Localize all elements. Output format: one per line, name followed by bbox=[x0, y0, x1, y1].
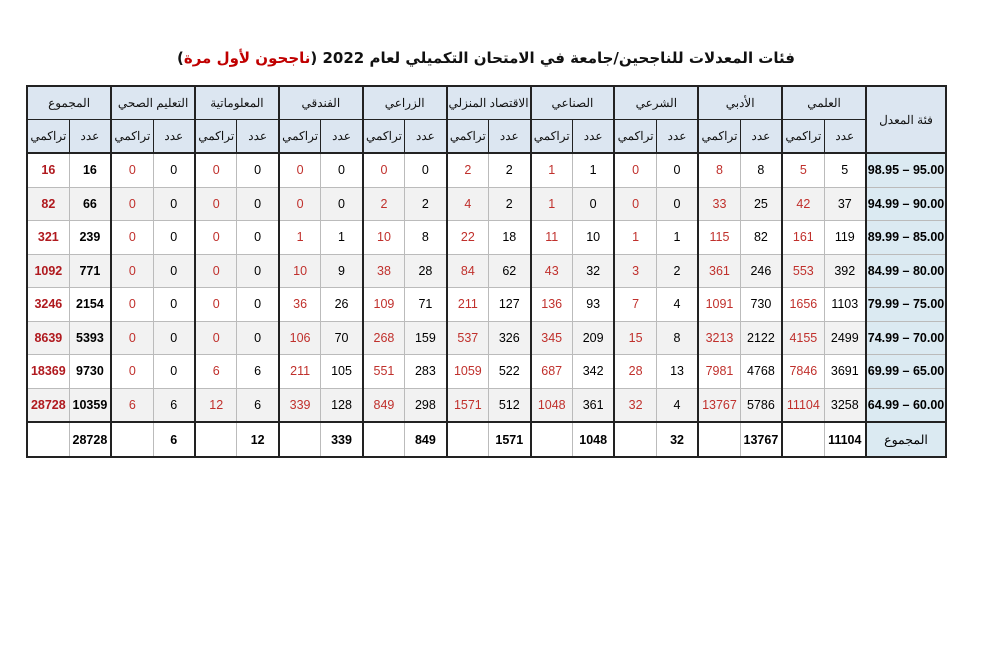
count-cell: 0 bbox=[656, 187, 698, 221]
cumulative-cell: 4 bbox=[447, 187, 489, 221]
cumulative-cell: 38 bbox=[363, 254, 405, 288]
cumulative-header: تراكمي bbox=[614, 120, 656, 154]
cumulative-cell: 33 bbox=[698, 187, 740, 221]
count-cell: 10 bbox=[572, 221, 614, 255]
cumulative-header: تراكمي bbox=[782, 120, 824, 154]
cumulative-cell: 12 bbox=[195, 388, 237, 422]
cumulative-cell: 136 bbox=[531, 288, 573, 322]
group-header: الاقتصاد المنزلي bbox=[447, 86, 531, 120]
count-cell: 25 bbox=[740, 187, 782, 221]
cumulative-cell: 0 bbox=[195, 288, 237, 322]
count-cell: 239 bbox=[69, 221, 111, 255]
cumulative-cell: 0 bbox=[195, 321, 237, 355]
count-cell: 32 bbox=[572, 254, 614, 288]
cumulative-cell: 321 bbox=[27, 221, 69, 255]
cumulative-cell: 0 bbox=[111, 153, 153, 187]
count-cell: 1 bbox=[656, 221, 698, 255]
cumulative-cell: 553 bbox=[782, 254, 824, 288]
table-row bbox=[27, 321, 946, 355]
cumulative-cell: 0 bbox=[279, 153, 321, 187]
count-cell: 2122 bbox=[740, 321, 782, 355]
cumulative-cell: 0 bbox=[363, 153, 405, 187]
count-cell: 9730 bbox=[69, 355, 111, 389]
empty-cell bbox=[698, 422, 740, 457]
count-cell: 159 bbox=[405, 321, 447, 355]
empty-cell bbox=[614, 422, 656, 457]
total-cell: 1571 bbox=[489, 422, 531, 457]
cumulative-cell: 0 bbox=[195, 254, 237, 288]
count-cell: 6 bbox=[237, 355, 279, 389]
cumulative-cell: 11 bbox=[531, 221, 573, 255]
count-cell: 28 bbox=[405, 254, 447, 288]
cumulative-cell: 7 bbox=[614, 288, 656, 322]
count-cell: 246 bbox=[740, 254, 782, 288]
cumulative-cell: 1 bbox=[279, 221, 321, 255]
empty-cell bbox=[111, 422, 153, 457]
cumulative-cell: 36 bbox=[279, 288, 321, 322]
group-header: العلمي bbox=[782, 86, 866, 120]
total-row bbox=[27, 422, 946, 457]
table-row bbox=[27, 288, 946, 322]
cumulative-cell: 339 bbox=[279, 388, 321, 422]
cumulative-cell: 1092 bbox=[27, 254, 69, 288]
group-header: الزراعي bbox=[363, 86, 447, 120]
group-header: الأدبي bbox=[698, 86, 782, 120]
count-cell: 62 bbox=[489, 254, 531, 288]
total-cell: 6 bbox=[153, 422, 195, 457]
count-cell: 93 bbox=[572, 288, 614, 322]
cumulative-cell: 42 bbox=[782, 187, 824, 221]
cumulative-cell: 1 bbox=[531, 153, 573, 187]
cumulative-cell: 1 bbox=[614, 221, 656, 255]
count-cell: 0 bbox=[237, 187, 279, 221]
count-cell: 9 bbox=[321, 254, 363, 288]
group-header: التعليم الصحي bbox=[111, 86, 195, 120]
cumulative-cell: 8639 bbox=[27, 321, 69, 355]
cumulative-cell: 28728 bbox=[27, 388, 69, 422]
empty-cell bbox=[782, 422, 824, 457]
count-cell: 0 bbox=[237, 221, 279, 255]
count-cell: 283 bbox=[405, 355, 447, 389]
count-cell: 6 bbox=[153, 388, 195, 422]
table-row bbox=[27, 355, 946, 389]
empty-cell bbox=[279, 422, 321, 457]
count-cell: 4768 bbox=[740, 355, 782, 389]
count-cell: 4 bbox=[656, 388, 698, 422]
cumulative-cell: 161 bbox=[782, 221, 824, 255]
count-cell: 5393 bbox=[69, 321, 111, 355]
cumulative-cell: 0 bbox=[279, 187, 321, 221]
count-header: عدد bbox=[153, 120, 195, 154]
count-cell: 3691 bbox=[824, 355, 866, 389]
cumulative-cell: 3213 bbox=[698, 321, 740, 355]
total-cell: 339 bbox=[321, 422, 363, 457]
count-cell: 512 bbox=[489, 388, 531, 422]
count-cell: 3258 bbox=[824, 388, 866, 422]
count-cell: 2 bbox=[656, 254, 698, 288]
cumulative-header: تراكمي bbox=[27, 120, 69, 154]
count-cell: 0 bbox=[153, 187, 195, 221]
count-cell: 128 bbox=[321, 388, 363, 422]
total-cell: 12 bbox=[237, 422, 279, 457]
cumulative-cell: 345 bbox=[531, 321, 573, 355]
total-label: المجموع bbox=[866, 422, 946, 457]
total-cell: 849 bbox=[405, 422, 447, 457]
header-row-groups bbox=[27, 86, 946, 120]
count-cell: 2 bbox=[489, 153, 531, 187]
count-cell: 361 bbox=[572, 388, 614, 422]
count-header: عدد bbox=[69, 120, 111, 154]
range-cell: 64.99 – 60.00 bbox=[866, 388, 946, 422]
count-cell: 8 bbox=[405, 221, 447, 255]
cumulative-cell: 1571 bbox=[447, 388, 489, 422]
title-highlight: ناجحون لأول مرة bbox=[183, 49, 311, 67]
cumulative-cell: 8 bbox=[698, 153, 740, 187]
cumulative-cell: 1 bbox=[531, 187, 573, 221]
range-cell: 74.99 – 70.00 bbox=[866, 321, 946, 355]
cumulative-cell: 2 bbox=[447, 153, 489, 187]
count-cell: 0 bbox=[153, 221, 195, 255]
group-header: المعلوماتية bbox=[195, 86, 279, 120]
cumulative-cell: 16 bbox=[27, 153, 69, 187]
cumulative-cell: 4155 bbox=[782, 321, 824, 355]
cumulative-cell: 849 bbox=[363, 388, 405, 422]
group-header: الصناعي bbox=[531, 86, 615, 120]
count-header: عدد bbox=[740, 120, 782, 154]
cumulative-cell: 211 bbox=[279, 355, 321, 389]
count-cell: 8 bbox=[656, 321, 698, 355]
cumulative-cell: 1059 bbox=[447, 355, 489, 389]
cumulative-header: تراكمي bbox=[195, 120, 237, 154]
count-cell: 0 bbox=[153, 153, 195, 187]
category-header: فئة المعدل bbox=[866, 86, 946, 153]
count-header: عدد bbox=[656, 120, 698, 154]
table-row bbox=[27, 254, 946, 288]
count-cell: 0 bbox=[153, 355, 195, 389]
cumulative-cell: 0 bbox=[111, 221, 153, 255]
cumulative-cell: 1091 bbox=[698, 288, 740, 322]
range-cell: 94.99 – 90.00 bbox=[866, 187, 946, 221]
cumulative-cell: 18369 bbox=[27, 355, 69, 389]
range-cell: 89.99 – 85.00 bbox=[866, 221, 946, 255]
count-cell: 10359 bbox=[69, 388, 111, 422]
empty-cell bbox=[195, 422, 237, 457]
cumulative-cell: 211 bbox=[447, 288, 489, 322]
cumulative-cell: 551 bbox=[363, 355, 405, 389]
count-cell: 0 bbox=[153, 321, 195, 355]
cumulative-cell: 7981 bbox=[698, 355, 740, 389]
group-header: الفندقي bbox=[279, 86, 363, 120]
count-cell: 18 bbox=[489, 221, 531, 255]
count-cell: 2 bbox=[405, 187, 447, 221]
cumulative-cell: 106 bbox=[279, 321, 321, 355]
grade-distribution-table bbox=[26, 85, 947, 458]
total-cell: 1048 bbox=[572, 422, 614, 457]
count-cell: 2154 bbox=[69, 288, 111, 322]
count-cell: 0 bbox=[237, 153, 279, 187]
cumulative-cell: 10 bbox=[363, 221, 405, 255]
cumulative-cell: 0 bbox=[195, 153, 237, 187]
cumulative-cell: 1048 bbox=[531, 388, 573, 422]
count-cell: 82 bbox=[740, 221, 782, 255]
empty-cell bbox=[27, 422, 69, 457]
count-header: عدد bbox=[824, 120, 866, 154]
cumulative-cell: 5 bbox=[782, 153, 824, 187]
count-cell: 730 bbox=[740, 288, 782, 322]
cumulative-cell: 0 bbox=[111, 187, 153, 221]
count-cell: 5786 bbox=[740, 388, 782, 422]
cumulative-cell: 0 bbox=[111, 355, 153, 389]
count-cell: 0 bbox=[572, 187, 614, 221]
cumulative-cell: 6 bbox=[111, 388, 153, 422]
title-main: فئات المعدلات للناجحين/جامعة في الامتحان التكميلي لعام 2022 ( bbox=[310, 49, 795, 67]
count-cell: 4 bbox=[656, 288, 698, 322]
count-cell: 5 bbox=[824, 153, 866, 187]
count-cell: 342 bbox=[572, 355, 614, 389]
cumulative-cell: 0 bbox=[195, 187, 237, 221]
group-header: الشرعي bbox=[614, 86, 698, 120]
cumulative-header: تراكمي bbox=[363, 120, 405, 154]
cumulative-cell: 15 bbox=[614, 321, 656, 355]
cumulative-cell: 32 bbox=[614, 388, 656, 422]
count-cell: 71 bbox=[405, 288, 447, 322]
cumulative-cell: 0 bbox=[614, 153, 656, 187]
empty-cell bbox=[447, 422, 489, 457]
count-cell: 0 bbox=[321, 153, 363, 187]
cumulative-cell: 361 bbox=[698, 254, 740, 288]
count-cell: 26 bbox=[321, 288, 363, 322]
cumulative-cell: 28 bbox=[614, 355, 656, 389]
count-cell: 13 bbox=[656, 355, 698, 389]
page-title bbox=[26, 49, 946, 67]
count-cell: 1 bbox=[572, 153, 614, 187]
cumulative-cell: 0 bbox=[111, 288, 153, 322]
count-cell: 1103 bbox=[824, 288, 866, 322]
cumulative-cell: 115 bbox=[698, 221, 740, 255]
cumulative-cell: 22 bbox=[447, 221, 489, 255]
cumulative-cell: 2 bbox=[363, 187, 405, 221]
count-cell: 127 bbox=[489, 288, 531, 322]
count-cell: 326 bbox=[489, 321, 531, 355]
count-header: عدد bbox=[405, 120, 447, 154]
group-header: المجموع bbox=[27, 86, 111, 120]
count-cell: 298 bbox=[405, 388, 447, 422]
range-cell: 79.99 – 75.00 bbox=[866, 288, 946, 322]
count-cell: 2499 bbox=[824, 321, 866, 355]
range-cell: 69.99 – 65.00 bbox=[866, 355, 946, 389]
count-cell: 16 bbox=[69, 153, 111, 187]
total-cell: 11104 bbox=[824, 422, 866, 457]
cumulative-header: تراكمي bbox=[447, 120, 489, 154]
count-cell: 105 bbox=[321, 355, 363, 389]
cumulative-cell: 0 bbox=[614, 187, 656, 221]
cumulative-cell: 43 bbox=[531, 254, 573, 288]
count-cell: 0 bbox=[153, 288, 195, 322]
total-cell: 28728 bbox=[69, 422, 111, 457]
count-header: عدد bbox=[237, 120, 279, 154]
cumulative-cell: 1656 bbox=[782, 288, 824, 322]
count-cell: 392 bbox=[824, 254, 866, 288]
count-cell: 6 bbox=[237, 388, 279, 422]
cumulative-cell: 268 bbox=[363, 321, 405, 355]
range-cell: 84.99 – 80.00 bbox=[866, 254, 946, 288]
cumulative-cell: 3 bbox=[614, 254, 656, 288]
table-row bbox=[27, 153, 946, 187]
count-header: عدد bbox=[572, 120, 614, 154]
count-cell: 0 bbox=[153, 254, 195, 288]
cumulative-cell: 10 bbox=[279, 254, 321, 288]
count-cell: 66 bbox=[69, 187, 111, 221]
table-row bbox=[27, 187, 946, 221]
total-cell: 32 bbox=[656, 422, 698, 457]
table-row bbox=[27, 388, 946, 422]
count-cell: 0 bbox=[321, 187, 363, 221]
cumulative-cell: 0 bbox=[195, 221, 237, 255]
count-cell: 2 bbox=[489, 187, 531, 221]
cumulative-header: تراكمي bbox=[279, 120, 321, 154]
count-cell: 37 bbox=[824, 187, 866, 221]
cumulative-cell: 7846 bbox=[782, 355, 824, 389]
cumulative-cell: 3246 bbox=[27, 288, 69, 322]
cumulative-cell: 0 bbox=[111, 321, 153, 355]
count-cell: 0 bbox=[237, 288, 279, 322]
count-cell: 70 bbox=[321, 321, 363, 355]
cumulative-cell: 0 bbox=[111, 254, 153, 288]
table-row bbox=[27, 221, 946, 255]
count-cell: 771 bbox=[69, 254, 111, 288]
title-suffix: ) bbox=[177, 49, 184, 67]
range-cell: 98.95 – 95.00 bbox=[866, 153, 946, 187]
cumulative-header: تراكمي bbox=[111, 120, 153, 154]
count-cell: 209 bbox=[572, 321, 614, 355]
count-cell: 8 bbox=[740, 153, 782, 187]
cumulative-cell: 13767 bbox=[698, 388, 740, 422]
cumulative-cell: 82 bbox=[27, 187, 69, 221]
cumulative-cell: 11104 bbox=[782, 388, 824, 422]
cumulative-header: تراكمي bbox=[531, 120, 573, 154]
cumulative-cell: 537 bbox=[447, 321, 489, 355]
count-cell: 522 bbox=[489, 355, 531, 389]
count-header: عدد bbox=[321, 120, 363, 154]
count-cell: 1 bbox=[321, 221, 363, 255]
cumulative-cell: 109 bbox=[363, 288, 405, 322]
header-row-subcolumns bbox=[27, 120, 946, 154]
count-cell: 0 bbox=[656, 153, 698, 187]
empty-cell bbox=[531, 422, 573, 457]
cumulative-cell: 84 bbox=[447, 254, 489, 288]
count-cell: 0 bbox=[237, 254, 279, 288]
cumulative-cell: 6 bbox=[195, 355, 237, 389]
count-cell: 0 bbox=[405, 153, 447, 187]
count-header: عدد bbox=[489, 120, 531, 154]
cumulative-cell: 687 bbox=[531, 355, 573, 389]
cumulative-header: تراكمي bbox=[698, 120, 740, 154]
count-cell: 119 bbox=[824, 221, 866, 255]
count-cell: 0 bbox=[237, 321, 279, 355]
empty-cell bbox=[363, 422, 405, 457]
total-cell: 13767 bbox=[740, 422, 782, 457]
